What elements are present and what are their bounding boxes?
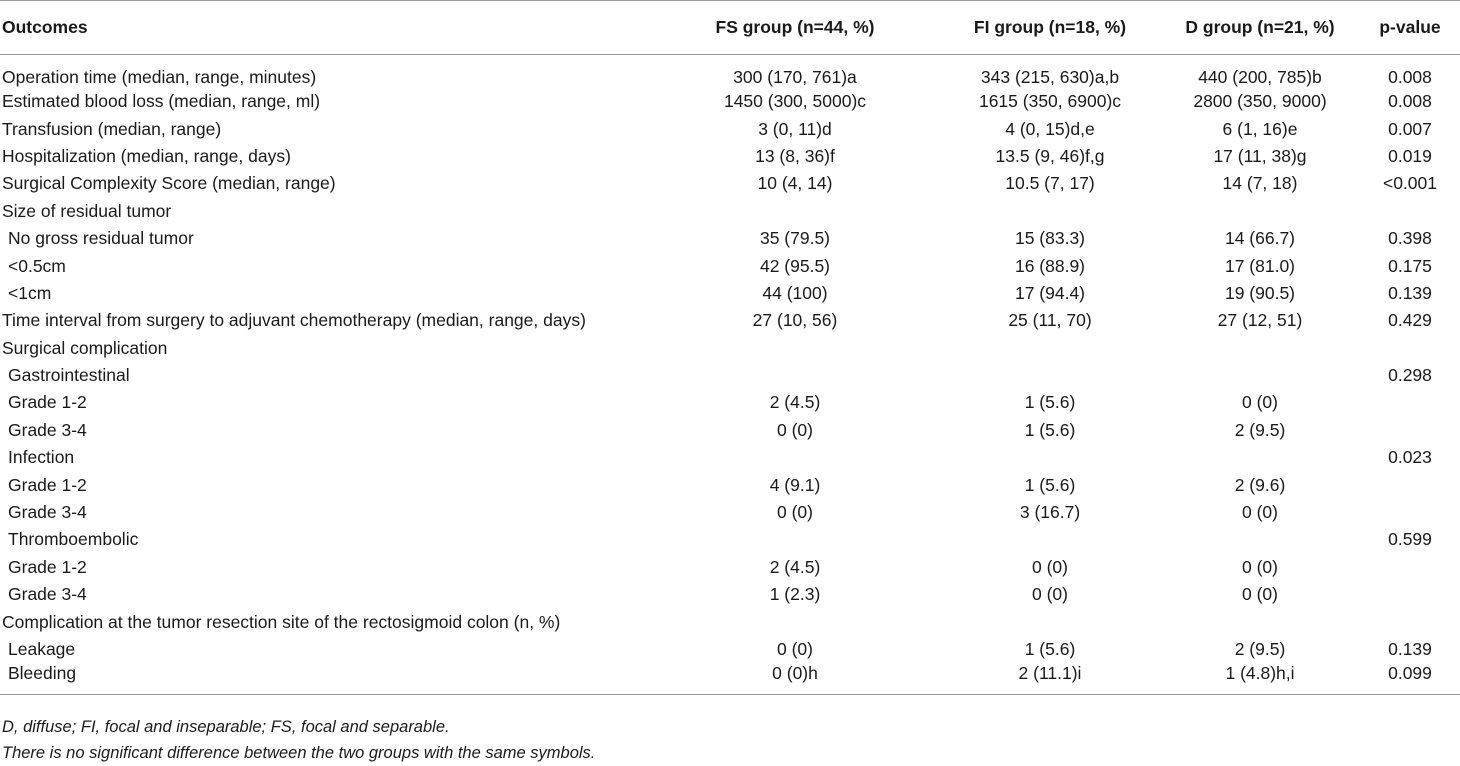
- cell-fs-group: 4 (9.1): [769, 474, 821, 495]
- cell-p-value: 0.008: [1388, 67, 1432, 87]
- cell-d-group: 0 (0): [1242, 392, 1278, 413]
- cell-fs-group: 10 (4, 14): [757, 173, 833, 194]
- cell-fi-group: 0 (0): [1032, 556, 1068, 577]
- cell-fi-group: 16 (88.9): [1014, 255, 1086, 276]
- footnote-abbreviations: D, diffuse; FI, focal and inseparable; FS, focal and separable.: [2, 718, 450, 736]
- cell-p-value: [1360, 499, 1460, 526]
- table-row: [0, 55, 1460, 89]
- cell-fi-group: 2 (11.1)i: [940, 663, 1160, 695]
- header-row: [0, 1, 1460, 55]
- cell-d-group: 0 (0): [1242, 584, 1278, 605]
- cell-fs-group: 0 (0): [777, 639, 813, 659]
- table-row: [0, 143, 1460, 170]
- cell-p-value: [1360, 554, 1460, 581]
- cell-d-group: 14 (7, 18): [1222, 173, 1298, 194]
- cell-fi-group: 10.5 (7, 17): [1005, 173, 1095, 194]
- cell-fs-group: [650, 444, 940, 471]
- table-row: [0, 526, 1460, 553]
- cell-d-group: 440 (200, 785)b: [1198, 67, 1322, 87]
- header-p-value: p-value: [1360, 1, 1460, 55]
- cell-d-group: 2800 (350, 9000): [1193, 91, 1327, 112]
- row-label: Operation time (median, range, minutes): [2, 67, 317, 87]
- cell-fs-group: [650, 198, 940, 225]
- row-label: <1cm: [8, 282, 52, 303]
- row-label: Surgical complication: [2, 337, 168, 358]
- cell-fi-group: 4 (0, 15)d,e: [1005, 118, 1095, 139]
- row-label: Grade 1-2: [8, 392, 87, 413]
- row-label: Grade 1-2: [8, 556, 87, 577]
- cell-d-group: 0 (0): [1242, 502, 1278, 523]
- cell-fi-group: 343 (215, 630)a,b: [980, 67, 1120, 87]
- header-fs-group: FS group (n=44, %): [650, 1, 940, 55]
- cell-d-group: 14 (66.7): [1224, 228, 1296, 249]
- cell-fs-group: 3 (0, 11)d: [758, 118, 832, 139]
- cell-p-value: 0.023: [1388, 447, 1432, 468]
- row-label: Time interval from surgery to adjuvant chemotherapy (median, range, days): [2, 310, 586, 331]
- row-label: Estimated blood loss (median, range, ml): [2, 91, 321, 112]
- row-label: <0.5cm: [8, 255, 66, 276]
- table-row: [0, 663, 1460, 695]
- table-row: [0, 225, 1460, 252]
- cell-p-value: 0.099: [1360, 663, 1460, 695]
- cell-d-group: [1160, 198, 1360, 225]
- cell-fi-group: [940, 335, 1160, 362]
- cell-d-group: [1160, 444, 1360, 471]
- cell-d-group: 1 (4.8)h,i: [1160, 663, 1360, 695]
- cell-d-group: [1160, 335, 1360, 362]
- cell-fs-group: 42 (95.5): [759, 255, 831, 276]
- table-row: [0, 417, 1460, 444]
- table-row: [0, 115, 1460, 142]
- table-row: [0, 335, 1460, 362]
- row-label: Leakage: [8, 639, 76, 659]
- cell-p-value: 0.007: [1388, 118, 1432, 139]
- cell-d-group: [1160, 362, 1360, 389]
- cell-fi-group: 1 (5.6): [1024, 392, 1076, 413]
- cell-d-group: [1160, 608, 1360, 635]
- cell-fi-group: 1 (5.6): [1024, 419, 1076, 440]
- table-row: [0, 471, 1460, 498]
- cell-fs-group: 0 (0): [777, 502, 813, 523]
- cell-p-value: 0.429: [1388, 310, 1432, 331]
- cell-fs-group: 44 (100): [762, 282, 828, 303]
- table-row: [0, 581, 1460, 608]
- cell-d-group: 19 (90.5): [1224, 282, 1296, 303]
- row-label: Surgical Complexity Score (median, range): [2, 173, 336, 194]
- cell-p-value: [1360, 581, 1460, 608]
- table-body: [0, 55, 1460, 695]
- header-outcomes: Outcomes: [0, 1, 650, 55]
- row-label: Grade 3-4: [8, 502, 87, 523]
- cell-fs-group: 300 (170, 761)a: [733, 67, 857, 87]
- cell-p-value: 0.599: [1388, 529, 1432, 550]
- table-row: [0, 252, 1460, 279]
- table-row: [0, 389, 1460, 416]
- cell-fi-group: 1 (5.6): [1024, 474, 1076, 495]
- table-row: [0, 280, 1460, 307]
- table-row: [0, 88, 1460, 115]
- cell-fi-group: 3 (16.7): [1019, 502, 1081, 523]
- cell-fs-group: 35 (79.5): [759, 228, 831, 249]
- cell-d-group: 17 (11, 38)g: [1213, 145, 1307, 166]
- cell-p-value: <0.001: [1382, 173, 1437, 194]
- row-label: Grade 3-4: [8, 419, 87, 440]
- cell-fs-group: [650, 335, 940, 362]
- cell-p-value: 0.175: [1388, 255, 1432, 276]
- cell-d-group: [1160, 526, 1360, 553]
- table-row: [0, 608, 1460, 635]
- cell-fi-group: 17 (94.4): [1014, 282, 1086, 303]
- cell-d-group: 2 (9.6): [1234, 474, 1286, 495]
- cell-fi-group: 0 (0): [1032, 584, 1068, 605]
- cell-p-value: 0.298: [1388, 365, 1432, 386]
- cell-fs-group: 1450 (300, 5000)c: [723, 91, 867, 112]
- table-row: [0, 198, 1460, 225]
- cell-d-group: 17 (81.0): [1224, 255, 1296, 276]
- cell-fs-group: 13 (8, 36)f: [755, 145, 835, 166]
- row-label: Bleeding: [0, 663, 650, 695]
- cell-fi-group: 15 (83.3): [1014, 228, 1086, 249]
- table-row: [0, 362, 1460, 389]
- cell-fi-group: 1 (5.6): [1024, 639, 1076, 659]
- table-row: [0, 499, 1460, 526]
- row-label: Gastrointestinal: [8, 365, 130, 386]
- cell-fi-group: [940, 362, 1160, 389]
- row-label: Grade 1-2: [8, 474, 87, 495]
- table-row: [0, 170, 1460, 197]
- row-label: Grade 3-4: [8, 584, 87, 605]
- header-fi-group: FI group (n=18, %): [940, 1, 1160, 55]
- cell-fs-group: 2 (4.5): [769, 556, 821, 577]
- cell-fi-group: 13.5 (9, 46)f,g: [995, 145, 1105, 166]
- cell-fs-group: 1 (2.3): [769, 584, 821, 605]
- cell-d-group: 6 (1, 16)e: [1222, 118, 1298, 139]
- cell-fi-group: 1615 (350, 6900)c: [978, 91, 1122, 112]
- footnote-symbols-note: There is no significant difference between the two groups with the same symbols.: [2, 744, 596, 762]
- table-row: [0, 636, 1460, 663]
- cell-fi-group: [940, 444, 1160, 471]
- cell-fs-group: [650, 608, 940, 635]
- cell-fs-group: 2 (4.5): [769, 392, 821, 413]
- cell-d-group: 27 (12, 51): [1217, 310, 1303, 331]
- cell-p-value: [1360, 198, 1460, 225]
- table-row: [0, 554, 1460, 581]
- row-label: Hospitalization (median, range, days): [2, 145, 291, 166]
- table-row: [0, 444, 1460, 471]
- cell-d-group: 2 (9.5): [1234, 639, 1286, 659]
- cell-p-value: [1360, 335, 1460, 362]
- cell-fs-group: 0 (0): [777, 419, 813, 440]
- cell-p-value: [1360, 608, 1460, 635]
- cell-d-group: 0 (0): [1242, 556, 1278, 577]
- cell-p-value: 0.019: [1388, 145, 1432, 166]
- cell-p-value: [1360, 389, 1460, 416]
- cell-fi-group: [940, 526, 1160, 553]
- row-label: Infection: [8, 447, 75, 468]
- cell-p-value: [1360, 471, 1460, 498]
- cell-fs-group: [650, 362, 940, 389]
- cell-fi-group: [940, 608, 1160, 635]
- table-footnotes: [2, 714, 595, 766]
- cell-fs-group: 0 (0)h: [650, 663, 940, 695]
- cell-p-value: 0.008: [1388, 91, 1432, 112]
- cell-fi-group: [940, 198, 1160, 225]
- cell-p-value: 0.398: [1388, 228, 1432, 249]
- cell-p-value: 0.139: [1388, 282, 1432, 303]
- row-label: Thromboembolic: [8, 529, 139, 550]
- cell-p-value: [1360, 417, 1460, 444]
- row-label: No gross residual tumor: [8, 228, 194, 249]
- cell-d-group: 2 (9.5): [1234, 419, 1286, 440]
- header-d-group: D group (n=21, %): [1160, 1, 1360, 55]
- cell-p-value: 0.139: [1388, 639, 1432, 659]
- cell-fi-group: 25 (11, 70): [1008, 310, 1092, 331]
- cell-fs-group: 27 (10, 56): [752, 310, 838, 331]
- row-label: Transfusion (median, range): [2, 118, 222, 139]
- cell-fs-group: [650, 526, 940, 553]
- row-label: Size of residual tumor: [2, 200, 172, 221]
- table-header: [0, 1, 1460, 55]
- table-row: [0, 307, 1460, 334]
- row-label: Complication at the tumor resection site of the rectosigmoid colon (n, %): [2, 611, 561, 632]
